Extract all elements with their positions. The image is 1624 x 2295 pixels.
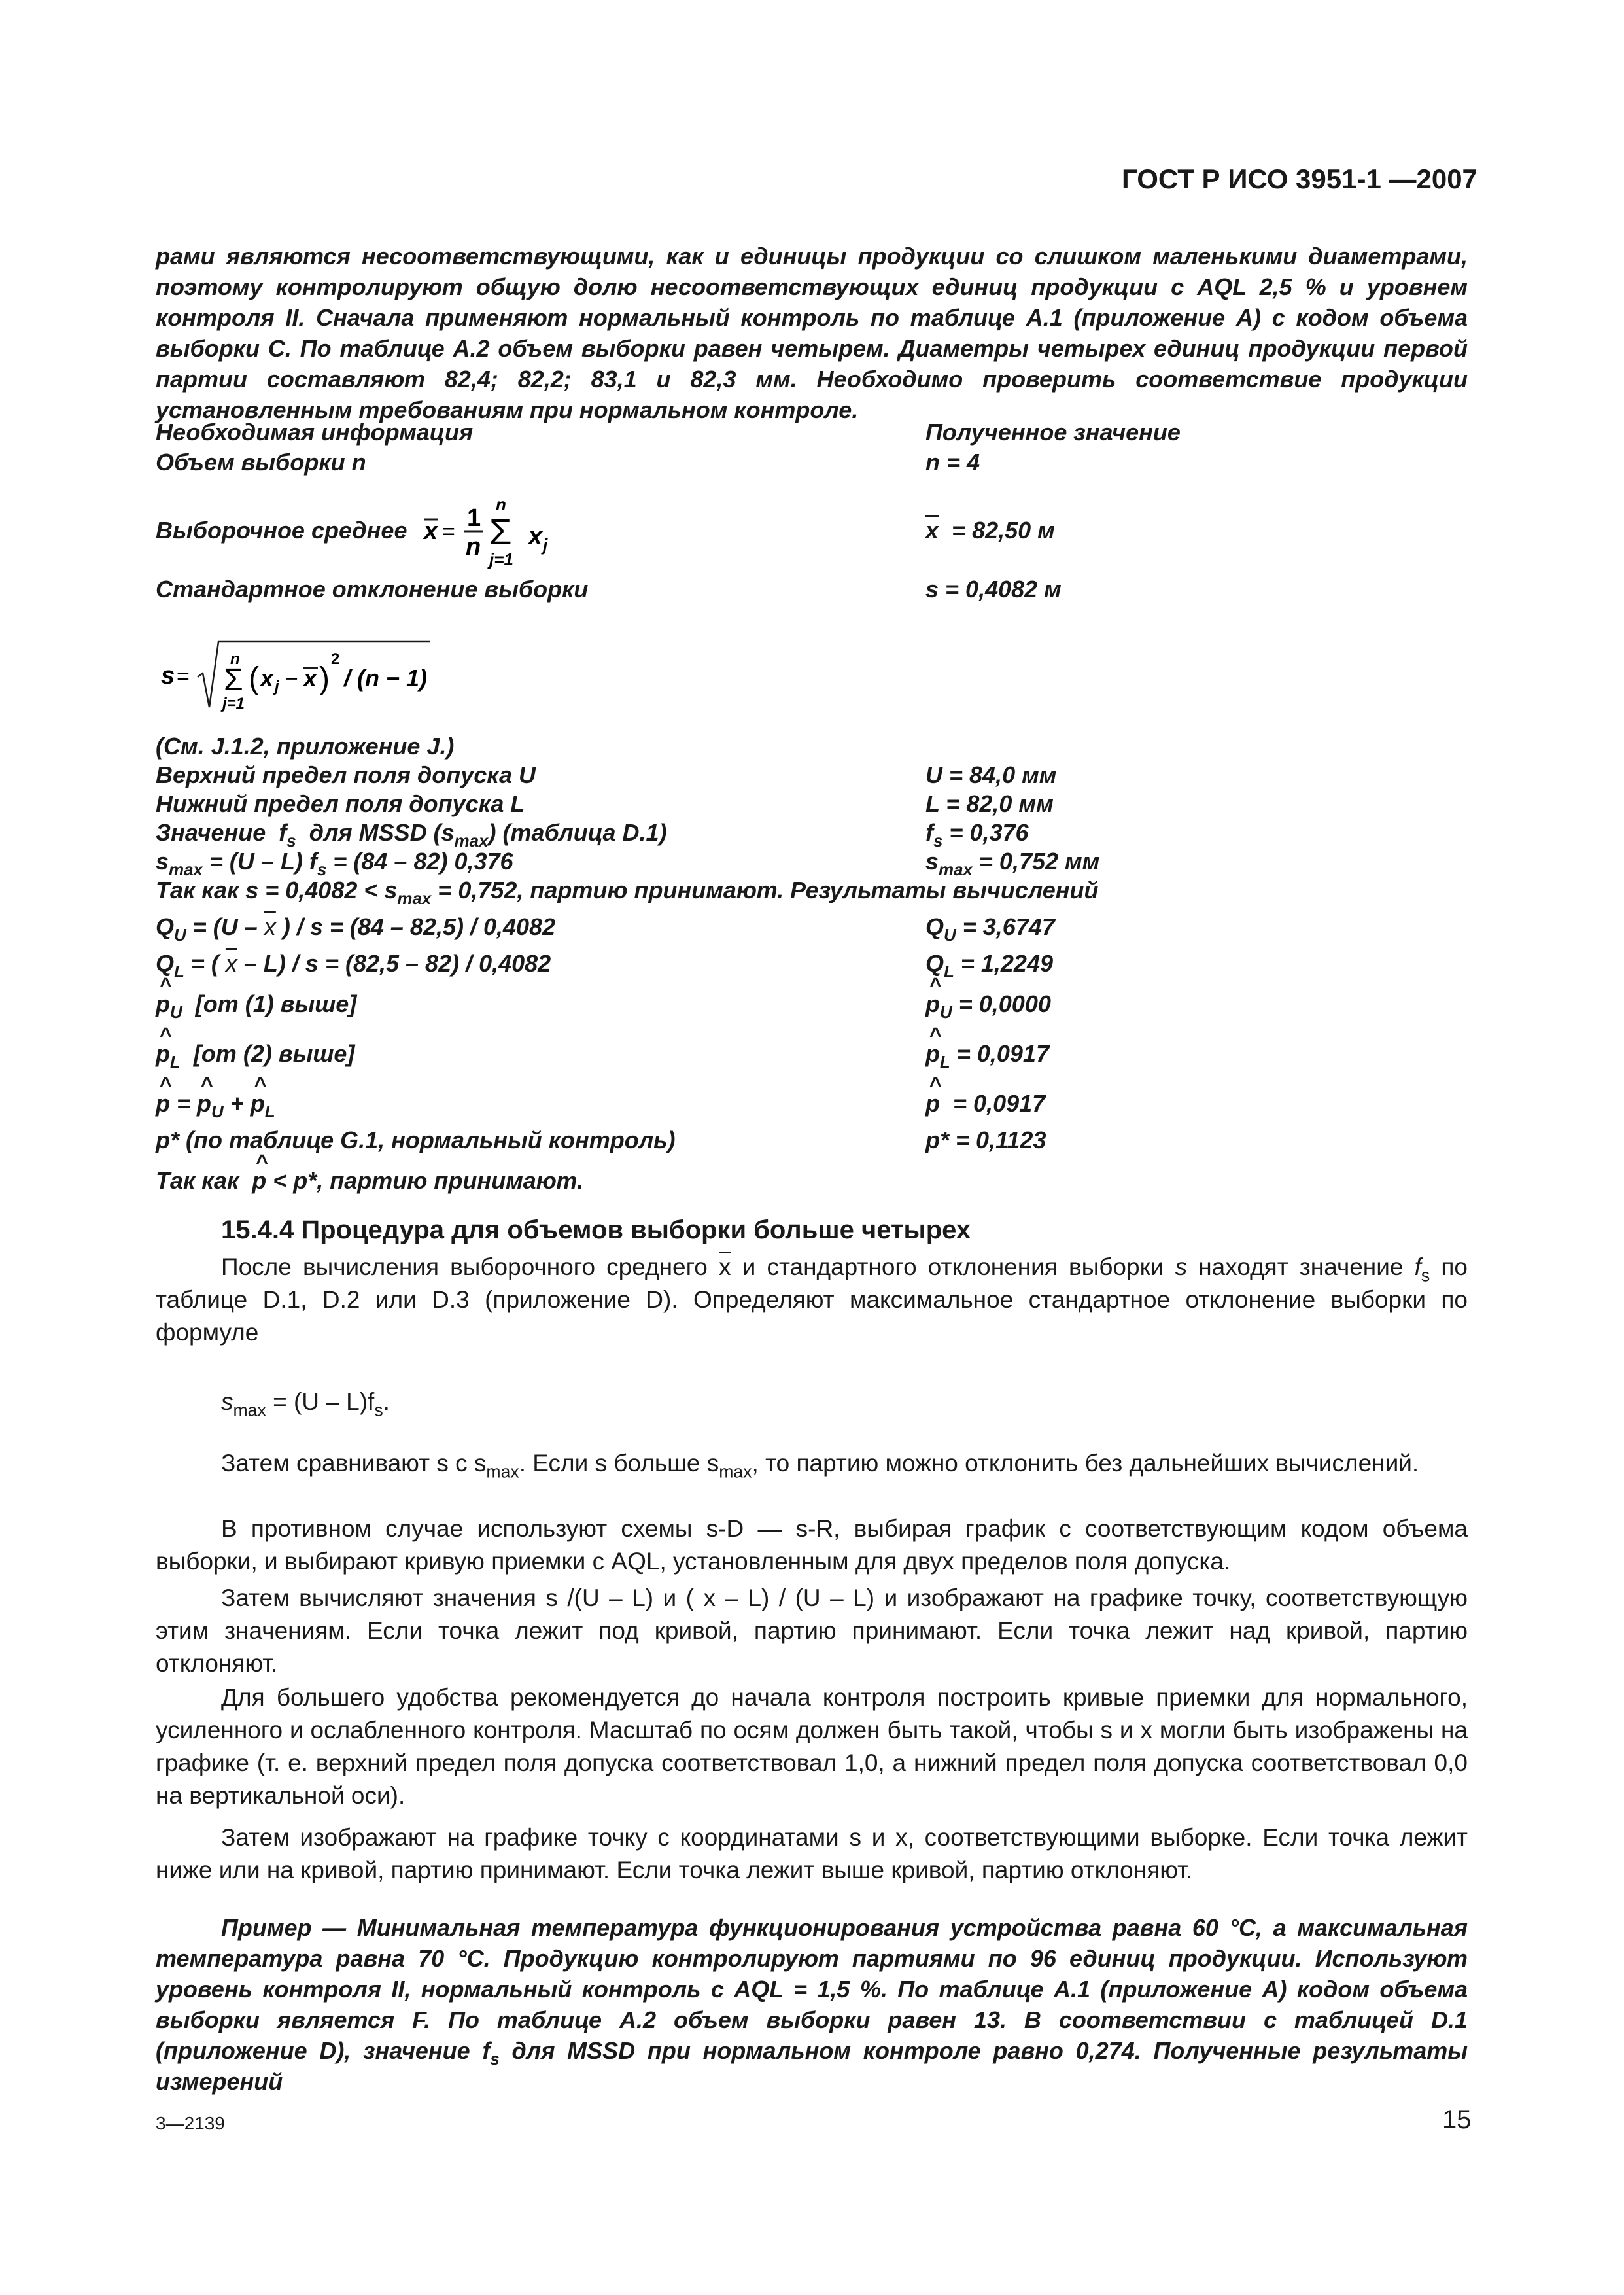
required-info-heading: Необходимая информация (156, 419, 474, 446)
pstar-value: p* = 0,1123 (925, 1127, 1046, 1153)
std-value: s = 0,4082 м (925, 576, 1062, 603)
svg-text:2: 2 (331, 650, 340, 668)
conclusion-row (156, 1167, 1470, 1199)
svg-text:x: x (424, 517, 438, 545)
section-paragraph-5: Для большего удобства рекомендуется до начала контроля построить кривые приемки для нормального, усиленного и ослабленного контроля. Масштаб по осям должен быть такой, чтобы s и x могли быть изображены на графике (т. е. верхний предел поля допуска соответствовал 1,0, а нижний предел поля допуска соответствовал 0,0 на вертикальной оси). (156, 1684, 1468, 1809)
section-paragraph-3: В противном случае используют схемы s-D — s-R, выбирая график с соответствующим кодом объема выборки, и выбирают кривую приемки с AQL, установленным для двух пределов поля допуска. (156, 1515, 1468, 1575)
p-total-row (156, 1090, 1470, 1121)
qu-value: $Q_U = 3,6747$ (925, 913, 1055, 945)
svg-text:Σ: Σ (224, 663, 243, 697)
sample-mean-formula (419, 492, 576, 570)
svg-text:n: n (496, 495, 506, 514)
pu-row (156, 990, 1470, 1022)
document-header: ГОСТ Р ИСО 3951-1 —2007 (1122, 164, 1477, 194)
svg-text:j: j (275, 678, 279, 695)
pl-row (156, 1040, 1470, 1072)
lower-limit-value: L = 82,0 мм (925, 790, 1054, 817)
svg-text:x: x (303, 665, 317, 692)
std-label: Стандартное отклонение выборки (156, 576, 589, 603)
example-paragraph: Пример — Минимальная температура функционирования устройства равна 60 °С, а максимальная температура равна 70 °С. Продукцию контролируют партиями по 96 единиц продукции. Используют уровень контроля II, нормальный контроль с AQL = 1,5 %. По таблице А.1 (приложение А) кодом объема выборки является F. По таблице А.2 объем выборки равен 13. В соответствии с таблицей D.1 (приложение D), значение $f_s$ для MSSD при нормальном контроле равно 0,274. Полученные результаты измерений (156, 1914, 1468, 2095)
table-header-row (156, 419, 1470, 450)
lower-limit-row (156, 790, 1470, 822)
ql-value: $Q_L = 1,2249$ (925, 950, 1053, 982)
pl-label: ^ $p_L$ [от (2) выше] (156, 1040, 354, 1068)
svg-text:j: j (543, 535, 548, 555)
svg-text:j=1: j=1 (222, 695, 245, 712)
page-number: 15 (1442, 2105, 1472, 2134)
svg-text:/ (n − 1): / (n − 1) (344, 665, 428, 692)
lower-limit-label: Нижний предел поля допуска L (156, 790, 525, 817)
intro-paragraph: рами являются несоответствующими, как и единицы продукции со слишком маленькими диаметрами, поэтому контролируют общую долю несоответствующих единиц продукции с AQL 2,5 % и уровнем контроля II. Сначала применяют нормальный контроль по таблице А.1 (приложение А) с кодом объема выборки С. По таблице А.2 объем выборки равен четырем. Диаметры четырех единиц продукции первой партии составляют 82,4; 82,2; 83,1 и 82,3 мм. Необходимо проверить соответствие продукции установленным требованиям при нормальном контроле. (156, 243, 1468, 423)
svg-text:1: 1 (467, 504, 481, 532)
sample-mean-label: Выборочное среднее (156, 517, 407, 544)
qu-label: $Q_U = (U - \overline{x}$ ) / s = (84 – 82,5) / 0,4082 (156, 913, 556, 945)
upper-limit-row (156, 762, 1470, 793)
section-paragraph-6: Затем изображают на графике точку с координатами s и x, соответствующими выборке. Если точка лежит ниже или на кривой, партию принимают. Если точка лежит выше кривой, партию отклоняют. (156, 1824, 1468, 1883)
since-text: Так как $s = 0,4082 < s_{max} = 0,752$, партию принимают. Результаты вычислений (156, 877, 1099, 909)
obtained-value-heading: Полученное значение (925, 419, 1181, 446)
ql-label: $Q_L$ = ( $\overline{x} - L) / s = (82,5 - 82) / 0,4082$ (156, 950, 551, 982)
pstar-row (156, 1127, 1470, 1158)
svg-text:n: n (466, 533, 481, 561)
sample-mean-value: = 82,50 м (952, 517, 1055, 544)
svg-text:j=1: j=1 (489, 550, 513, 569)
see-reference: (См. J.1.2, приложение J.) (156, 733, 455, 760)
upper-limit-value: U = 84,0 мм (925, 762, 1057, 788)
pstar-label: p* (по таблице G.1, нормальный контроль) (156, 1127, 676, 1153)
sample-size-row (156, 449, 1470, 480)
pu-value: ^ $p_U = 0,0000$ (925, 990, 1051, 1018)
smax-formula: $s_{max} = (U - L)f_s$. (221, 1388, 390, 1420)
svg-text:x: x (528, 523, 543, 550)
since-row (156, 877, 1470, 908)
sample-size-value: n = 4 (925, 449, 980, 476)
qu-row (156, 913, 1470, 945)
upper-limit-label: Верхний предел поля допуска U (156, 762, 536, 788)
smax-row (156, 848, 1470, 879)
sample-size-label: Объем выборки n (156, 449, 366, 476)
svg-text:−: − (285, 667, 298, 692)
svg-text:Σ: Σ (489, 511, 512, 552)
svg-text:(: ( (249, 661, 259, 696)
conclusion-text: Так как ^ p < p*, партию принимают. (156, 1167, 583, 1195)
sample-mean-value-wrap: $\overline{x} = 82,50$ м (925, 517, 1055, 544)
section-paragraph-1: После вычисления выборочного среднего $\overline{x}$ и стандартного отклонения выборки s находят значение $f_s$ по таблице D.1, D.2 или D.3 (приложение D). Определяют максимальное стандартное отклонение выборки по формуле (156, 1253, 1468, 1346)
svg-text:x: x (260, 665, 274, 692)
svg-text:n: n (230, 650, 240, 668)
p-total-value: ^ p = 0,0917 (925, 1090, 1045, 1117)
svg-text:=: = (177, 664, 190, 689)
see-reference-row (156, 733, 1470, 764)
section-paragraph-2: Затем сравнивают s с $s_{max}$. Если s больше $s_{max}$, то партию можно отклонить без дальнейших вычислений. (221, 1450, 1419, 1482)
pl-value: ^ $p_L = 0,0917$ (925, 1040, 1049, 1068)
p-total-formula: ^ p = ^ $p_U$ + ^ $p_L$ (156, 1090, 275, 1117)
fs-label: Значение $f_s$ для MSSD $(s_{max})$ (таблица D.1) (156, 819, 667, 851)
svg-text:s: s (161, 662, 175, 690)
fs-value: $f_s = 0,376$ (925, 819, 1029, 851)
svg-text:=: = (442, 519, 455, 544)
section-title: 15.4.4 Процедура для объемов выборки больше четырех (221, 1216, 971, 1244)
ql-row (156, 950, 1470, 981)
svg-text:): ) (319, 661, 330, 696)
sample-mean-row (156, 517, 1470, 548)
smax-value: $s_{max} = 0,752$ мм (925, 848, 1100, 880)
fs-row (156, 819, 1470, 850)
smax-label: $s_{max} = (U - L) f_s = (84 - 82)$ 0,376 (156, 848, 513, 880)
footer-code: 3—2139 (156, 2113, 225, 2133)
pu-label: ^ $p_U$ [от (1) выше] (156, 990, 356, 1018)
std-formula (156, 631, 443, 716)
section-paragraph-4: Затем вычисляют значения s /(U – L) и ( x – L) / (U – L) и изображают на графике точку, соответствующую этим значениям. Если точка лежит под кривой, партию принимают. Если точка лежит над кривой, партию отклоняют. (156, 1585, 1468, 1677)
std-row (156, 576, 1470, 607)
